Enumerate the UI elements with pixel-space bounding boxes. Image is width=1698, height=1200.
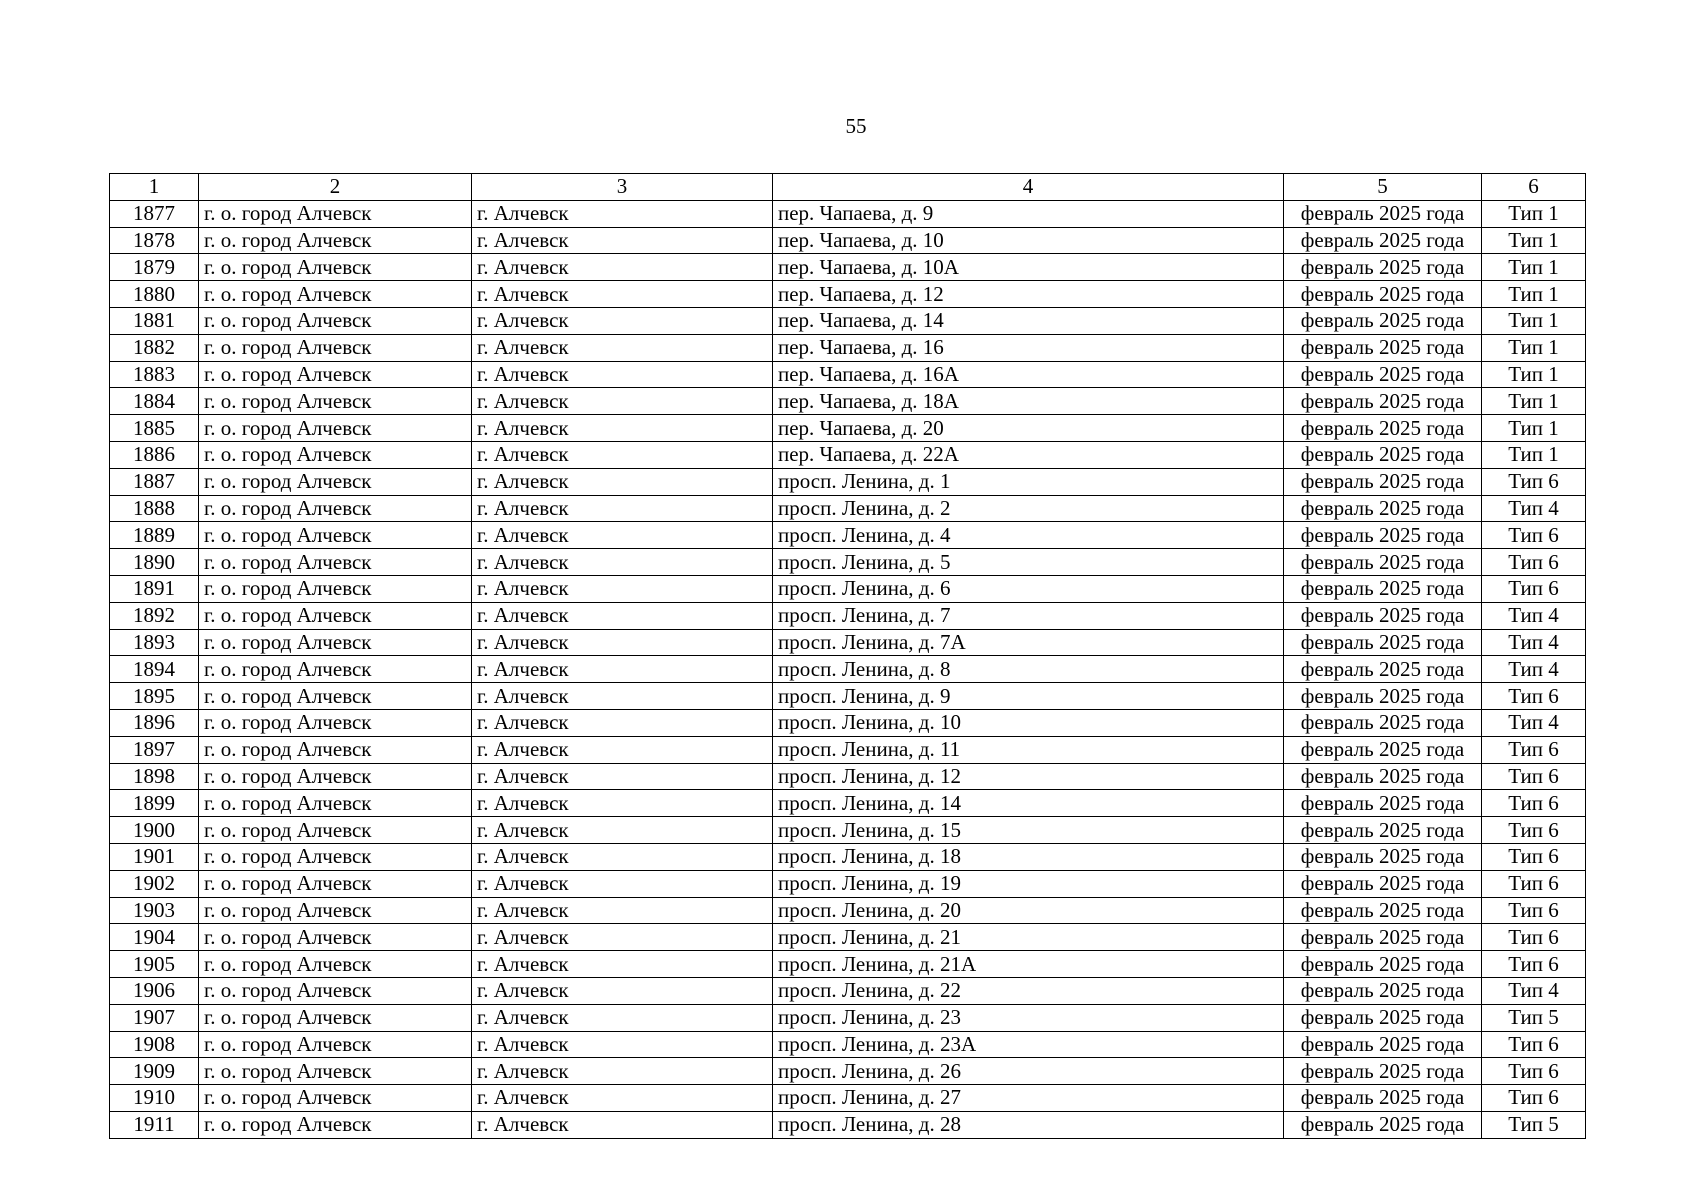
- city-cell: г. Алчевск: [472, 709, 773, 736]
- city-cell: г. Алчевск: [472, 629, 773, 656]
- type-cell: Тип 1: [1482, 200, 1586, 227]
- district-cell: г. о. город Алчевск: [199, 495, 472, 522]
- address-cell: просп. Ленина, д. 10: [773, 709, 1284, 736]
- address-cell: просп. Ленина, д. 15: [773, 817, 1284, 844]
- table-row: [110, 522, 1586, 549]
- table-row: [110, 227, 1586, 254]
- city-cell: г. Алчевск: [472, 468, 773, 495]
- district-cell: г. о. город Алчевск: [199, 924, 472, 951]
- type-cell: Тип 6: [1482, 763, 1586, 790]
- type-cell: Тип 4: [1482, 656, 1586, 683]
- date-cell: февраль 2025 года: [1284, 602, 1482, 629]
- type-cell: Тип 6: [1482, 951, 1586, 978]
- district-cell: г. о. город Алчевск: [199, 817, 472, 844]
- district-cell: г. о. город Алчевск: [199, 870, 472, 897]
- row-number-cell: 1899: [110, 790, 199, 817]
- row-number-cell: 1907: [110, 1004, 199, 1031]
- row-number-cell: 1890: [110, 549, 199, 576]
- date-cell: февраль 2025 года: [1284, 495, 1482, 522]
- table-row: [110, 388, 1586, 415]
- address-cell: просп. Ленина, д. 28: [773, 1111, 1284, 1138]
- district-cell: г. о. город Алчевск: [199, 334, 472, 361]
- address-cell: пер. Чапаева, д. 9: [773, 200, 1284, 227]
- row-number-cell: 1891: [110, 575, 199, 602]
- address-cell: просп. Ленина, д. 23А: [773, 1031, 1284, 1058]
- date-cell: февраль 2025 года: [1284, 468, 1482, 495]
- registry-table: [109, 173, 1586, 1139]
- row-number-cell: 1911: [110, 1111, 199, 1138]
- date-cell: февраль 2025 года: [1284, 281, 1482, 308]
- address-cell: просп. Ленина, д. 23: [773, 1004, 1284, 1031]
- date-cell: февраль 2025 года: [1284, 1085, 1482, 1112]
- type-cell: Тип 6: [1482, 522, 1586, 549]
- table-row: [110, 1058, 1586, 1085]
- address-cell: просп. Ленина, д. 18: [773, 843, 1284, 870]
- date-cell: февраль 2025 года: [1284, 441, 1482, 468]
- type-cell: Тип 1: [1482, 334, 1586, 361]
- address-cell: просп. Ленина, д. 14: [773, 790, 1284, 817]
- address-cell: пер. Чапаева, д. 10А: [773, 254, 1284, 281]
- date-cell: февраль 2025 года: [1284, 549, 1482, 576]
- type-cell: Тип 6: [1482, 1031, 1586, 1058]
- date-cell: февраль 2025 года: [1284, 683, 1482, 710]
- row-number-cell: 1880: [110, 281, 199, 308]
- type-cell: Тип 6: [1482, 817, 1586, 844]
- address-cell: просп. Ленина, д. 1: [773, 468, 1284, 495]
- date-cell: февраль 2025 года: [1284, 307, 1482, 334]
- table-row: [110, 683, 1586, 710]
- date-cell: февраль 2025 года: [1284, 924, 1482, 951]
- table-row: [110, 468, 1586, 495]
- district-cell: г. о. город Алчевск: [199, 790, 472, 817]
- table-row: [110, 1031, 1586, 1058]
- date-cell: февраль 2025 года: [1284, 200, 1482, 227]
- date-cell: февраль 2025 года: [1284, 843, 1482, 870]
- row-number-cell: 1879: [110, 254, 199, 281]
- type-cell: Тип 6: [1482, 870, 1586, 897]
- district-cell: г. о. город Алчевск: [199, 307, 472, 334]
- column-header-1: 1: [110, 174, 199, 201]
- row-number-cell: 1906: [110, 977, 199, 1004]
- type-cell: Тип 4: [1482, 602, 1586, 629]
- table-row: [110, 870, 1586, 897]
- address-cell: пер. Чапаева, д. 18А: [773, 388, 1284, 415]
- date-cell: февраль 2025 года: [1284, 817, 1482, 844]
- date-cell: февраль 2025 года: [1284, 870, 1482, 897]
- address-cell: просп. Ленина, д. 21: [773, 924, 1284, 951]
- table-row: [110, 415, 1586, 442]
- type-cell: Тип 5: [1482, 1111, 1586, 1138]
- row-number-cell: 1893: [110, 629, 199, 656]
- type-cell: Тип 6: [1482, 1058, 1586, 1085]
- address-cell: просп. Ленина, д. 27: [773, 1085, 1284, 1112]
- city-cell: г. Алчевск: [472, 817, 773, 844]
- city-cell: г. Алчевск: [472, 1085, 773, 1112]
- type-cell: Тип 4: [1482, 977, 1586, 1004]
- district-cell: г. о. город Алчевск: [199, 629, 472, 656]
- table-row: [110, 817, 1586, 844]
- date-cell: февраль 2025 года: [1284, 736, 1482, 763]
- district-cell: г. о. город Алчевск: [199, 522, 472, 549]
- row-number-cell: 1894: [110, 656, 199, 683]
- date-cell: февраль 2025 года: [1284, 575, 1482, 602]
- city-cell: г. Алчевск: [472, 924, 773, 951]
- table-row: [110, 334, 1586, 361]
- table-row: [110, 575, 1586, 602]
- city-cell: г. Алчевск: [472, 441, 773, 468]
- type-cell: Тип 1: [1482, 415, 1586, 442]
- table-row: [110, 924, 1586, 951]
- city-cell: г. Алчевск: [472, 683, 773, 710]
- table-row: [110, 441, 1586, 468]
- district-cell: г. о. город Алчевск: [199, 441, 472, 468]
- address-cell: просп. Ленина, д. 8: [773, 656, 1284, 683]
- table-row: [110, 977, 1586, 1004]
- table-row: [110, 361, 1586, 388]
- table-row: [110, 951, 1586, 978]
- row-number-cell: 1904: [110, 924, 199, 951]
- city-cell: г. Алчевск: [472, 1031, 773, 1058]
- district-cell: г. о. город Алчевск: [199, 1031, 472, 1058]
- row-number-cell: 1905: [110, 951, 199, 978]
- table-row: [110, 1111, 1586, 1138]
- type-cell: Тип 6: [1482, 683, 1586, 710]
- type-cell: Тип 1: [1482, 281, 1586, 308]
- address-cell: просп. Ленина, д. 22: [773, 977, 1284, 1004]
- district-cell: г. о. город Алчевск: [199, 656, 472, 683]
- address-cell: просп. Ленина, д. 26: [773, 1058, 1284, 1085]
- district-cell: г. о. город Алчевск: [199, 1111, 472, 1138]
- address-cell: просп. Ленина, д. 20: [773, 897, 1284, 924]
- city-cell: г. Алчевск: [472, 334, 773, 361]
- address-cell: пер. Чапаева, д. 22А: [773, 441, 1284, 468]
- table-row: [110, 897, 1586, 924]
- district-cell: г. о. город Алчевск: [199, 951, 472, 978]
- city-cell: г. Алчевск: [472, 951, 773, 978]
- row-number-cell: 1887: [110, 468, 199, 495]
- date-cell: февраль 2025 года: [1284, 656, 1482, 683]
- city-cell: г. Алчевск: [472, 575, 773, 602]
- district-cell: г. о. город Алчевск: [199, 683, 472, 710]
- address-cell: пер. Чапаева, д. 16А: [773, 361, 1284, 388]
- type-cell: Тип 6: [1482, 575, 1586, 602]
- type-cell: Тип 6: [1482, 790, 1586, 817]
- table-row: [110, 843, 1586, 870]
- district-cell: г. о. город Алчевск: [199, 736, 472, 763]
- type-cell: Тип 6: [1482, 736, 1586, 763]
- address-cell: пер. Чапаева, д. 10: [773, 227, 1284, 254]
- table-row: [110, 1004, 1586, 1031]
- city-cell: г. Алчевск: [472, 254, 773, 281]
- table-row: [110, 281, 1586, 308]
- address-cell: пер. Чапаева, д. 12: [773, 281, 1284, 308]
- page-number: 55: [845, 114, 867, 138]
- city-cell: г. Алчевск: [472, 763, 773, 790]
- city-cell: г. Алчевск: [472, 388, 773, 415]
- city-cell: г. Алчевск: [472, 897, 773, 924]
- column-header-5: 5: [1284, 174, 1482, 201]
- address-cell: пер. Чапаева, д. 20: [773, 415, 1284, 442]
- table-row: [110, 307, 1586, 334]
- column-header-6: 6: [1482, 174, 1586, 201]
- row-number-cell: 1896: [110, 709, 199, 736]
- district-cell: г. о. город Алчевск: [199, 388, 472, 415]
- type-cell: Тип 6: [1482, 1085, 1586, 1112]
- city-cell: г. Алчевск: [472, 977, 773, 1004]
- type-cell: Тип 6: [1482, 843, 1586, 870]
- row-number-cell: 1884: [110, 388, 199, 415]
- district-cell: г. о. город Алчевск: [199, 200, 472, 227]
- city-cell: г. Алчевск: [472, 1058, 773, 1085]
- city-cell: г. Алчевск: [472, 843, 773, 870]
- district-cell: г. о. город Алчевск: [199, 227, 472, 254]
- row-number-cell: 1901: [110, 843, 199, 870]
- table-row: [110, 549, 1586, 576]
- type-cell: Тип 1: [1482, 361, 1586, 388]
- table-row: [110, 1085, 1586, 1112]
- type-cell: Тип 1: [1482, 307, 1586, 334]
- row-number-cell: 1889: [110, 522, 199, 549]
- district-cell: г. о. город Алчевск: [199, 1004, 472, 1031]
- city-cell: г. Алчевск: [472, 522, 773, 549]
- type-cell: Тип 6: [1482, 468, 1586, 495]
- city-cell: г. Алчевск: [472, 602, 773, 629]
- date-cell: февраль 2025 года: [1284, 977, 1482, 1004]
- row-number-cell: 1886: [110, 441, 199, 468]
- table-row: [110, 629, 1586, 656]
- type-cell: Тип 6: [1482, 897, 1586, 924]
- address-cell: пер. Чапаева, д. 16: [773, 334, 1284, 361]
- row-number-cell: 1898: [110, 763, 199, 790]
- address-cell: просп. Ленина, д. 19: [773, 870, 1284, 897]
- city-cell: г. Алчевск: [472, 227, 773, 254]
- district-cell: г. о. город Алчевск: [199, 281, 472, 308]
- district-cell: г. о. город Алчевск: [199, 763, 472, 790]
- type-cell: Тип 1: [1482, 388, 1586, 415]
- date-cell: февраль 2025 года: [1284, 254, 1482, 281]
- district-cell: г. о. город Алчевск: [199, 415, 472, 442]
- table-row: [110, 656, 1586, 683]
- date-cell: февраль 2025 года: [1284, 388, 1482, 415]
- table-row: [110, 709, 1586, 736]
- address-cell: пер. Чапаева, д. 14: [773, 307, 1284, 334]
- row-number-cell: 1892: [110, 602, 199, 629]
- table-row: [110, 495, 1586, 522]
- date-cell: февраль 2025 года: [1284, 629, 1482, 656]
- district-cell: г. о. город Алчевск: [199, 549, 472, 576]
- column-header-4: 4: [773, 174, 1284, 201]
- address-cell: просп. Ленина, д. 9: [773, 683, 1284, 710]
- district-cell: г. о. город Алчевск: [199, 1058, 472, 1085]
- row-number-cell: 1897: [110, 736, 199, 763]
- date-cell: февраль 2025 года: [1284, 334, 1482, 361]
- city-cell: г. Алчевск: [472, 495, 773, 522]
- row-number-cell: 1881: [110, 307, 199, 334]
- city-cell: г. Алчевск: [472, 307, 773, 334]
- date-cell: февраль 2025 года: [1284, 1004, 1482, 1031]
- date-cell: февраль 2025 года: [1284, 1111, 1482, 1138]
- city-cell: г. Алчевск: [472, 1111, 773, 1138]
- address-cell: просп. Ленина, д. 4: [773, 522, 1284, 549]
- type-cell: Тип 1: [1482, 227, 1586, 254]
- type-cell: Тип 1: [1482, 441, 1586, 468]
- address-cell: просп. Ленина, д. 21А: [773, 951, 1284, 978]
- city-cell: г. Алчевск: [472, 870, 773, 897]
- city-cell: г. Алчевск: [472, 656, 773, 683]
- type-cell: Тип 4: [1482, 709, 1586, 736]
- date-cell: февраль 2025 года: [1284, 227, 1482, 254]
- type-cell: Тип 6: [1482, 549, 1586, 576]
- district-cell: г. о. город Алчевск: [199, 897, 472, 924]
- date-cell: февраль 2025 года: [1284, 763, 1482, 790]
- district-cell: г. о. город Алчевск: [199, 468, 472, 495]
- district-cell: г. о. город Алчевск: [199, 602, 472, 629]
- address-cell: просп. Ленина, д. 5: [773, 549, 1284, 576]
- row-number-cell: 1909: [110, 1058, 199, 1085]
- city-cell: г. Алчевск: [472, 790, 773, 817]
- table-row: [110, 736, 1586, 763]
- address-cell: просп. Ленина, д. 12: [773, 763, 1284, 790]
- table-body: [110, 200, 1586, 1138]
- row-number-cell: 1877: [110, 200, 199, 227]
- date-cell: февраль 2025 года: [1284, 415, 1482, 442]
- district-cell: г. о. город Алчевск: [199, 254, 472, 281]
- district-cell: г. о. город Алчевск: [199, 1085, 472, 1112]
- table-row: [110, 790, 1586, 817]
- city-cell: г. Алчевск: [472, 415, 773, 442]
- table-row: [110, 763, 1586, 790]
- date-cell: февраль 2025 года: [1284, 1058, 1482, 1085]
- district-cell: г. о. город Алчевск: [199, 843, 472, 870]
- city-cell: г. Алчевск: [472, 200, 773, 227]
- table-row: [110, 602, 1586, 629]
- type-cell: Тип 4: [1482, 629, 1586, 656]
- row-number-cell: 1910: [110, 1085, 199, 1112]
- date-cell: февраль 2025 года: [1284, 361, 1482, 388]
- date-cell: февраль 2025 года: [1284, 951, 1482, 978]
- district-cell: г. о. город Алчевск: [199, 977, 472, 1004]
- district-cell: г. о. город Алчевск: [199, 709, 472, 736]
- type-cell: Тип 6: [1482, 924, 1586, 951]
- address-cell: просп. Ленина, д. 11: [773, 736, 1284, 763]
- city-cell: г. Алчевск: [472, 281, 773, 308]
- header-row: [110, 174, 1586, 201]
- row-number-cell: 1888: [110, 495, 199, 522]
- row-number-cell: 1900: [110, 817, 199, 844]
- table-header: [110, 174, 1586, 201]
- address-cell: просп. Ленина, д. 2: [773, 495, 1284, 522]
- date-cell: февраль 2025 года: [1284, 897, 1482, 924]
- row-number-cell: 1878: [110, 227, 199, 254]
- row-number-cell: 1902: [110, 870, 199, 897]
- date-cell: февраль 2025 года: [1284, 1031, 1482, 1058]
- row-number-cell: 1908: [110, 1031, 199, 1058]
- city-cell: г. Алчевск: [472, 549, 773, 576]
- city-cell: г. Алчевск: [472, 736, 773, 763]
- type-cell: Тип 5: [1482, 1004, 1586, 1031]
- type-cell: Тип 4: [1482, 495, 1586, 522]
- row-number-cell: 1895: [110, 683, 199, 710]
- city-cell: г. Алчевск: [472, 361, 773, 388]
- row-number-cell: 1903: [110, 897, 199, 924]
- row-number-cell: 1882: [110, 334, 199, 361]
- table-row: [110, 200, 1586, 227]
- row-number-cell: 1883: [110, 361, 199, 388]
- city-cell: г. Алчевск: [472, 1004, 773, 1031]
- column-header-3: 3: [472, 174, 773, 201]
- date-cell: февраль 2025 года: [1284, 790, 1482, 817]
- address-cell: просп. Ленина, д. 7А: [773, 629, 1284, 656]
- district-cell: г. о. город Алчевск: [199, 575, 472, 602]
- type-cell: Тип 1: [1482, 254, 1586, 281]
- address-cell: просп. Ленина, д. 6: [773, 575, 1284, 602]
- table-row: [110, 254, 1586, 281]
- column-header-2: 2: [199, 174, 472, 201]
- address-cell: просп. Ленина, д. 7: [773, 602, 1284, 629]
- date-cell: февраль 2025 года: [1284, 522, 1482, 549]
- date-cell: февраль 2025 года: [1284, 709, 1482, 736]
- row-number-cell: 1885: [110, 415, 199, 442]
- district-cell: г. о. город Алчевск: [199, 361, 472, 388]
